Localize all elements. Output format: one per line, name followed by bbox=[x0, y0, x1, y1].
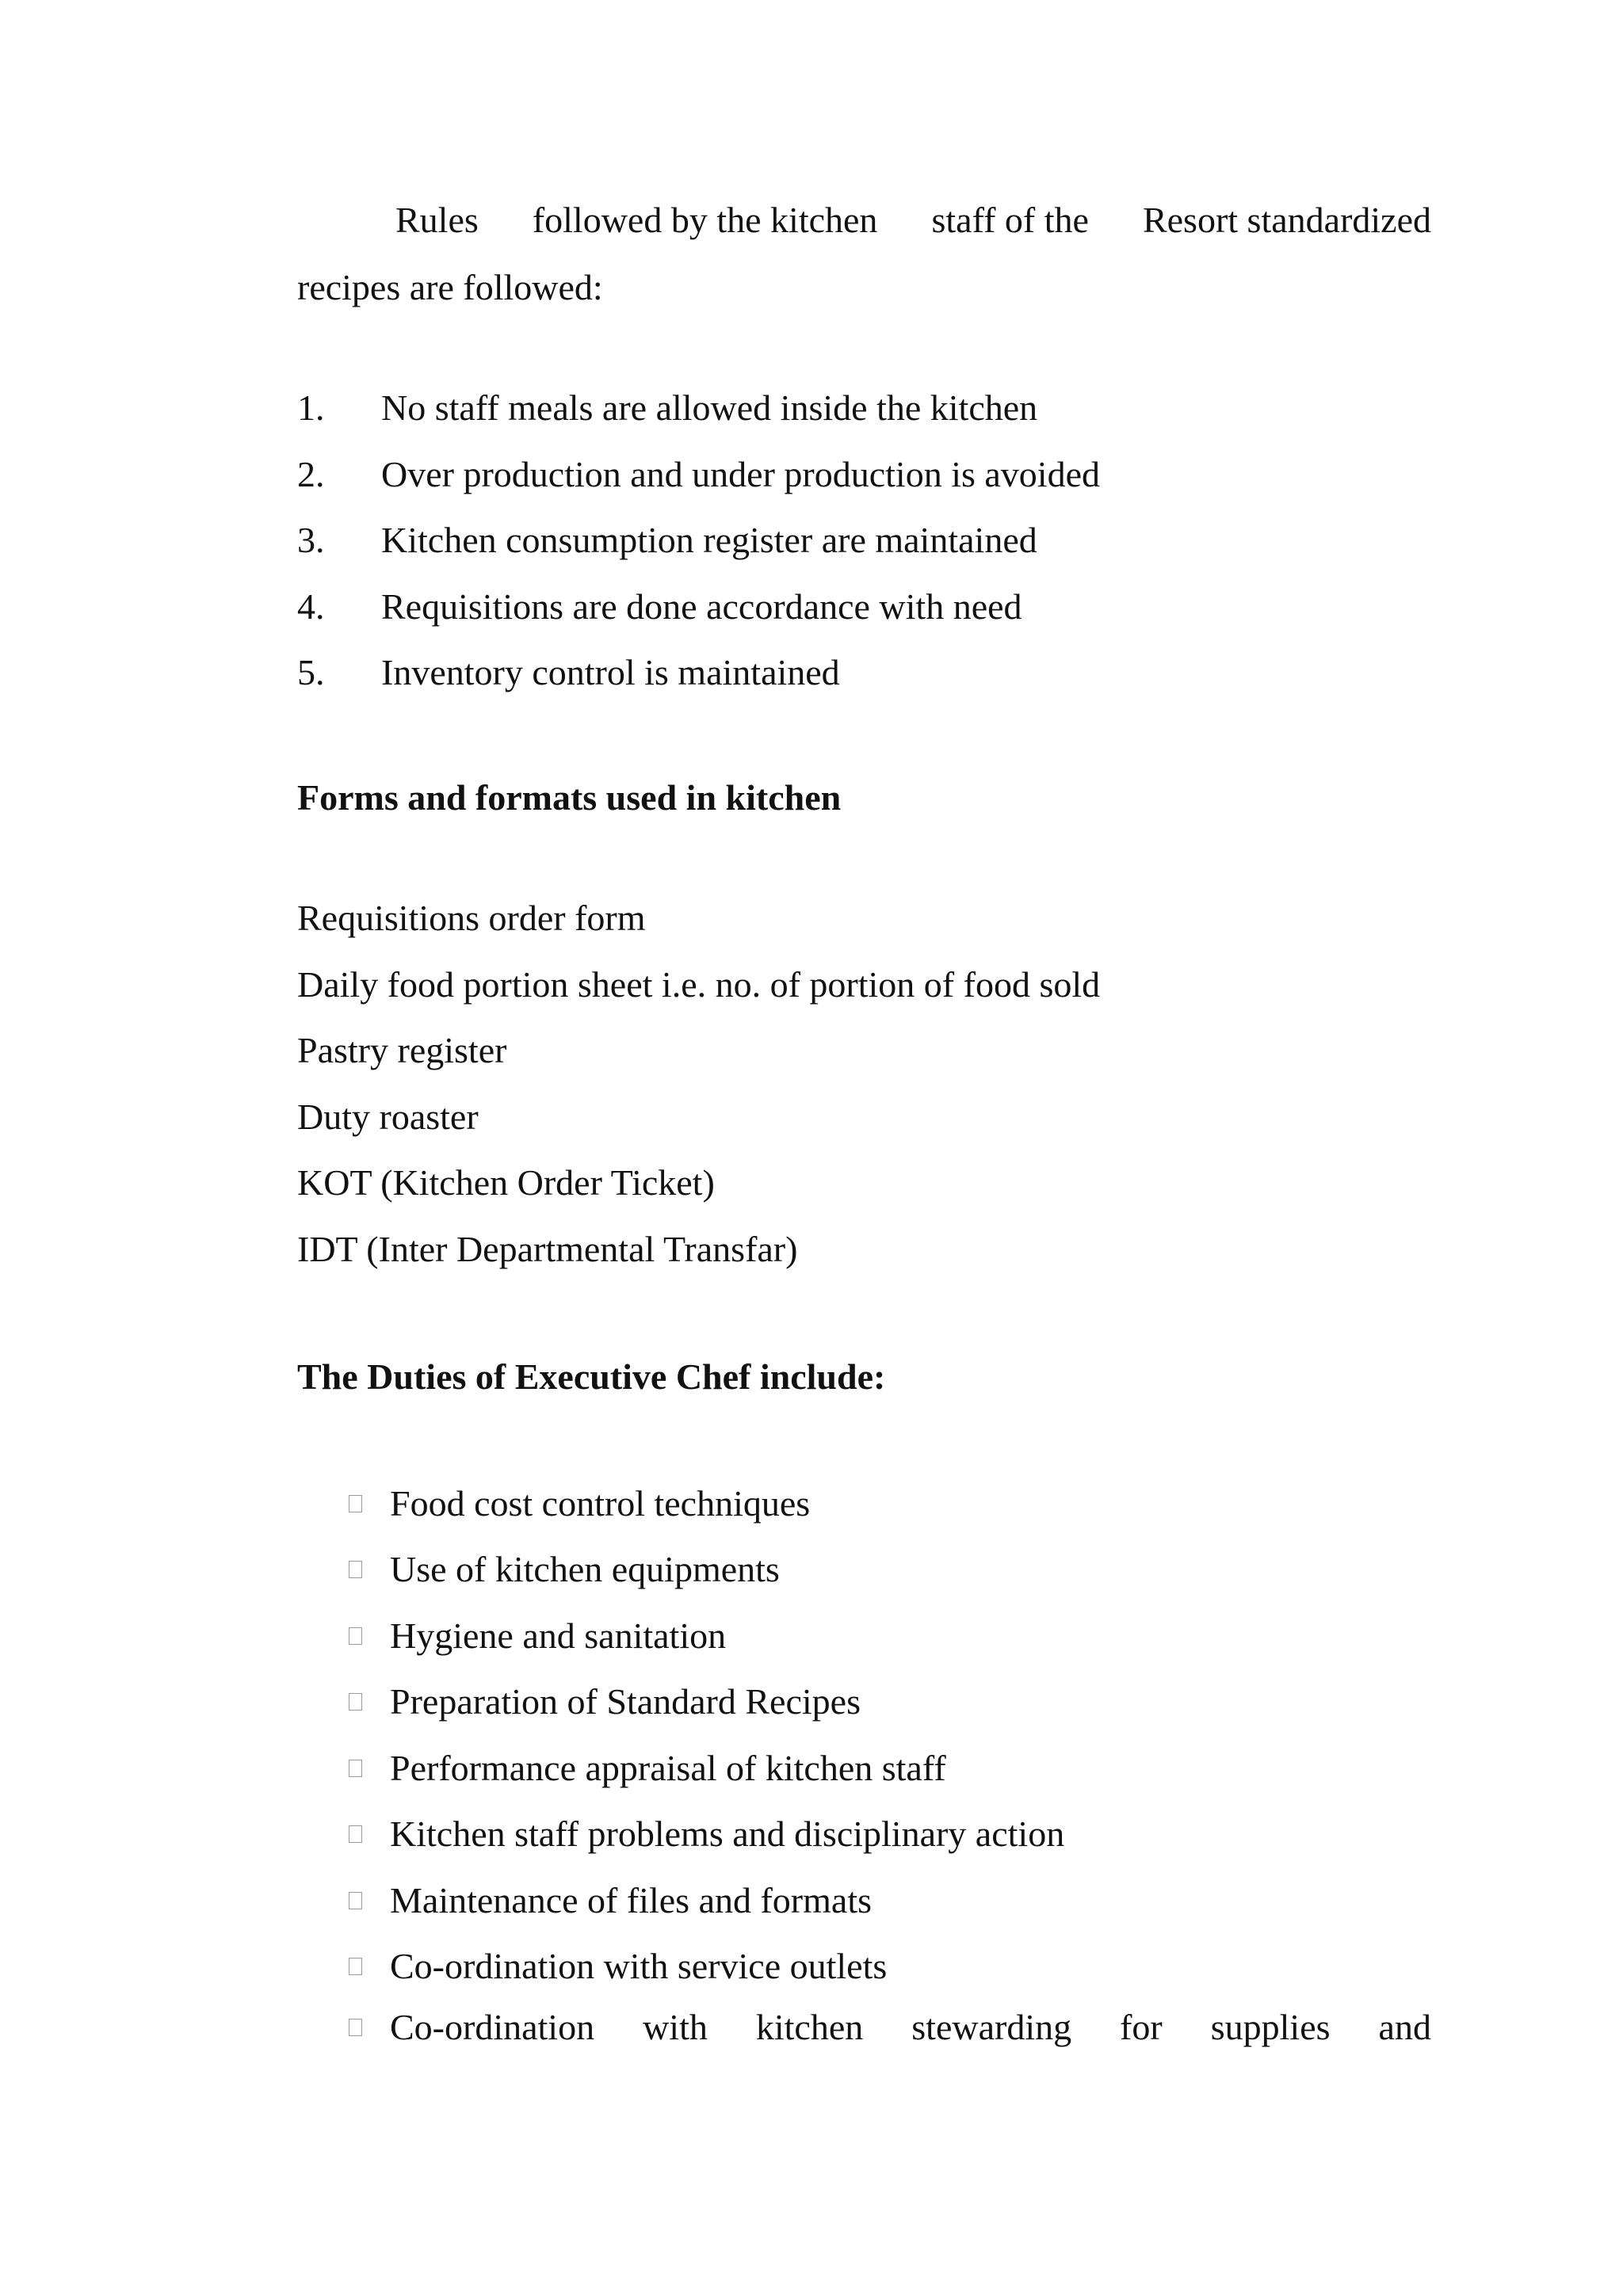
forms-heading: Forms and formats used in kitchen bbox=[297, 777, 842, 818]
list-item bbox=[297, 447, 1100, 513]
list-item: KOT (Kitchen Order Ticket) bbox=[297, 1162, 715, 1203]
list-item: Requisitions order form bbox=[297, 898, 646, 938]
item-text: Inventory control is maintained bbox=[381, 652, 840, 692]
item-text bbox=[390, 2000, 1431, 2055]
list-item bbox=[349, 1934, 1064, 2000]
bullet-box-icon bbox=[349, 1495, 362, 1512]
bullet-box-icon bbox=[349, 1760, 362, 1777]
item-text: Kitchen consumption register are maintained bbox=[381, 520, 1037, 560]
item-text: Food cost control techniques bbox=[390, 1482, 811, 1524]
list-item: IDT (Inter Departmental Transfar) bbox=[297, 1228, 798, 1269]
item-text: Performance appraisal of kitchen staff bbox=[390, 1747, 946, 1788]
bullet-box-icon bbox=[349, 2019, 362, 2036]
intro-word: Rules bbox=[395, 200, 479, 240]
list-item bbox=[349, 1470, 1064, 1537]
intro-paragraph-line-2: recipes are followed: bbox=[297, 267, 603, 307]
list-item bbox=[297, 513, 1100, 579]
item-number: 2. bbox=[297, 453, 325, 494]
list-item bbox=[349, 1867, 1064, 1934]
bullet-box-icon bbox=[349, 1892, 362, 1909]
bullet-box-icon bbox=[349, 1561, 362, 1578]
list-item bbox=[349, 1735, 1064, 1802]
intro-word: followed by the kitchen bbox=[532, 200, 878, 240]
bullet-box-icon bbox=[349, 1958, 362, 1975]
list-item: Pastry register bbox=[297, 1030, 507, 1070]
item-number: 5. bbox=[297, 652, 325, 692]
item-text: Requisitions are done accordance with need bbox=[381, 585, 1022, 627]
item-word: kitchen bbox=[755, 2007, 864, 2047]
duties-heading: The Duties of Executive Chef include: bbox=[297, 1356, 886, 1397]
item-word: supplies bbox=[1210, 2007, 1331, 2047]
rules-list bbox=[297, 380, 1100, 711]
list-item bbox=[297, 380, 1100, 447]
intro-word: Resort standardized bbox=[1142, 200, 1431, 240]
list-item: Duty roaster bbox=[297, 1096, 479, 1137]
forms-list bbox=[297, 891, 1100, 1287]
list-item: Daily food portion sheet i.e. no. of portion of food sold bbox=[297, 963, 1101, 1005]
item-number: 3. bbox=[297, 520, 325, 560]
list-item bbox=[297, 579, 1100, 646]
bullet-box-icon bbox=[349, 1825, 362, 1843]
duties-list bbox=[349, 1470, 1064, 2000]
item-word: for bbox=[1120, 2007, 1163, 2047]
item-word: stewarding bbox=[911, 2007, 1072, 2047]
item-word: and bbox=[1378, 2007, 1431, 2047]
list-item bbox=[349, 1603, 1064, 1669]
item-number: 4. bbox=[297, 585, 325, 627]
item-text: Preparation of Standard Recipes bbox=[390, 1681, 861, 1722]
item-text: Use of kitchen equipments bbox=[390, 1549, 780, 1590]
item-number: 1. bbox=[297, 387, 325, 428]
item-text: Over production and under production is avoided bbox=[381, 453, 1100, 494]
intro-word: staff of the bbox=[931, 200, 1089, 240]
item-text: Hygiene and sanitation bbox=[390, 1615, 727, 1656]
item-text: No staff meals are allowed inside the kitchen bbox=[381, 387, 1038, 428]
item-word: with bbox=[643, 2007, 708, 2047]
item-word: Co-ordination bbox=[390, 2007, 595, 2047]
list-item bbox=[297, 645, 1100, 711]
item-text: Maintenance of files and formats bbox=[390, 1879, 872, 1920]
item-text: Co-ordination with service outlets bbox=[390, 1946, 888, 1987]
intro-paragraph-line-1 bbox=[297, 193, 1431, 248]
list-item bbox=[349, 1802, 1064, 1868]
list-item bbox=[349, 1537, 1064, 1604]
bullet-box-icon bbox=[349, 1627, 362, 1645]
bullet-box-icon bbox=[349, 1693, 362, 1711]
list-item bbox=[349, 1669, 1064, 1736]
item-text: Kitchen staff problems and disciplinary action bbox=[390, 1814, 1065, 1855]
list-item bbox=[349, 2000, 1431, 2055]
